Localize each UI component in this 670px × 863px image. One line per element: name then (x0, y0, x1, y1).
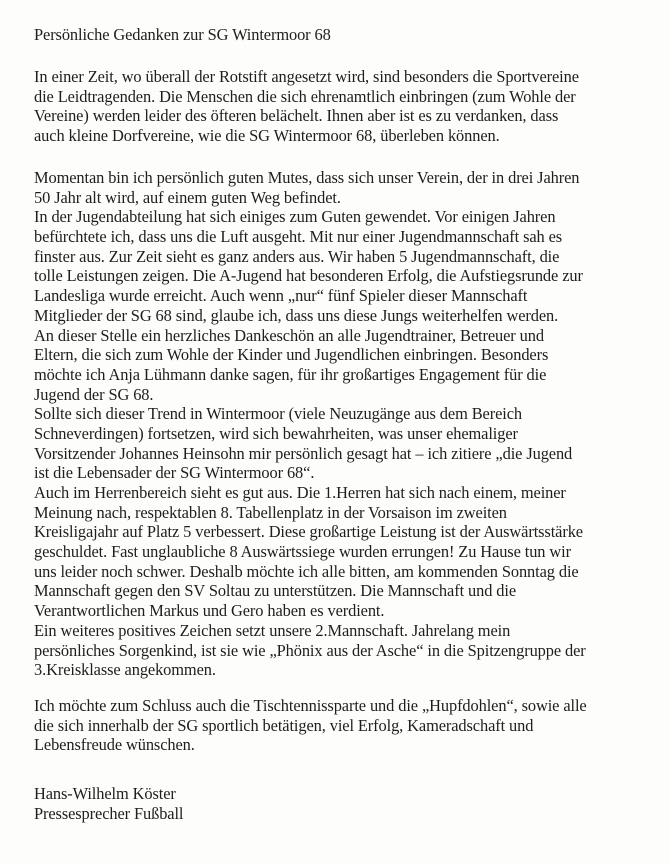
paragraph-line: die Leidtragenden. Die Menschen die sich ehrenamtlich einbringen (zum Wohle der (34, 86, 576, 106)
paragraph-line: tolle Leistungen zeigen. Die A-Jugend hat besonderen Erfolg, die Aufstiegsrunde zur (34, 266, 583, 286)
paragraph-line: Auch im Herrenbereich sieht es gut aus. Die 1.Herren hat sich nach einem, meiner (34, 483, 566, 502)
paragraph-line: Sollte sich dieser Trend in Wintermoor (viele Neuzugänge aus dem Bereich (34, 404, 522, 424)
paragraph-line: Landesliga wurde erreicht. Auch wenn „nur“ fünf Spieler dieser Mannschaft (34, 286, 528, 306)
paragraph-line: Eltern, die sich zum Wohle der Kinder und Jugendlichen einbringen. Besonders (34, 345, 549, 365)
paragraph-intro (34, 67, 666, 146)
paragraph-line: Lebensfreude wünschen. (34, 735, 195, 755)
paragraph-line: die sich innerhalb der SG sportlich betätigen, viel Erfolg, Kameradschaft und (34, 715, 534, 735)
paragraph-line: Ein weiteres positives Zeichen setzt unsere 2.Mannschaft. Jahrelang mein (34, 620, 511, 640)
paragraph-line: geschuldet. Fast unglaubliche 8 Auswärtssiege wurden errungen! Zu Hause tun wir (34, 542, 571, 562)
paragraph-line: An dieser Stelle ein herzliches Dankeschön an alle Jugendtrainer, Betreuer und (34, 325, 544, 345)
paragraph-main (34, 168, 666, 680)
paragraph-line: ist die Lebensader der SG Wintermoor 68“. (34, 463, 315, 483)
signature-block (34, 784, 666, 823)
paragraph-line: Kreisligajahr auf Platz 5 verbessert. Diese großartige Leistung ist der Auswärtsstärke (34, 522, 583, 542)
paragraph-line: Vorsitzender Johannes Heinsohn mir persönlich gesagt hat – ich zitiere „die Jugend (34, 443, 573, 463)
paragraph-line: Mannschaft gegen den SV Soltau zu unterstützen. Die Mannschaft und die (34, 581, 517, 601)
paragraph-line: Meinung nach, respektablen 8. Tabellenplatz in der Vorsaison im zweiten (34, 502, 507, 522)
paragraph-line: In einer Zeit, wo überall der Rotstift angesetzt wird, sind besonders die Sportvereine (34, 67, 579, 86)
document-title (34, 25, 666, 45)
paragraph-line: In der Jugendabteilung hat sich einiges zum Guten gewendet. Vor einigen Jahren (34, 207, 556, 227)
paragraph-line: Mitglieder der SG 68 sind, glaube ich, dass uns diese Jungs weiterhelfen werden. (34, 305, 559, 325)
paragraph-line: 50 Jahr alt wird, auf einem guten Weg befindet. (34, 187, 341, 207)
paragraph-line: befürchtete ich, dass uns die Luft ausgeht. Mit nur einer Jugendmannschaft sah es (34, 227, 563, 247)
paragraph-line: auch kleine Dorfvereine, wie die SG Wintermoor 68, überleben können. (34, 126, 500, 146)
paragraph-line: Verantwortlichen Markus und Gero haben es verdient. (34, 601, 385, 621)
paragraph-closing (34, 696, 666, 755)
paragraph-line: Vereine) werden leider des öfteren belächelt. Ihnen aber ist es zu verdanken, dass (34, 106, 559, 126)
paragraph-line: persönliches Sorgenkind, ist sie wie „Phönix aus der Asche“ in die Spitzengruppe der (34, 640, 586, 660)
paragraph-line: uns leider noch schwer. Deshalb möchte ich alle bitten, am kommenden Sonntag die (34, 561, 579, 581)
paragraph-line: möchte ich Anja Lühmann danke sagen, für ihr großartiges Engagement für die (34, 364, 547, 384)
title-line: Persönliche Gedanken zur SG Wintermoor 68 (34, 25, 331, 44)
author-name: Hans-Wilhelm Köster (34, 784, 176, 803)
paragraph-line: Ich möchte zum Schluss auch die Tischtennissparte und die „Hupfdohlen“, sowie alle (34, 696, 587, 715)
paragraph-line: Schneverdingen) fortsetzen, wird sich bewahrheiten, was unser ehemaliger (34, 423, 518, 443)
paragraph-line: 3.Kreisklasse angekommen. (34, 660, 216, 680)
paragraph-line: Jugend der SG 68. (34, 384, 154, 404)
author-role: Pressesprecher Fußball (34, 803, 184, 823)
paragraph-line: Momentan bin ich persönlich guten Mutes, dass sich unser Verein, der in drei Jahren (34, 168, 580, 187)
paragraph-line: finster aus. Zur Zeit sieht es ganz anders aus. Wir haben 5 Jugendmannschaft, die (34, 246, 560, 266)
